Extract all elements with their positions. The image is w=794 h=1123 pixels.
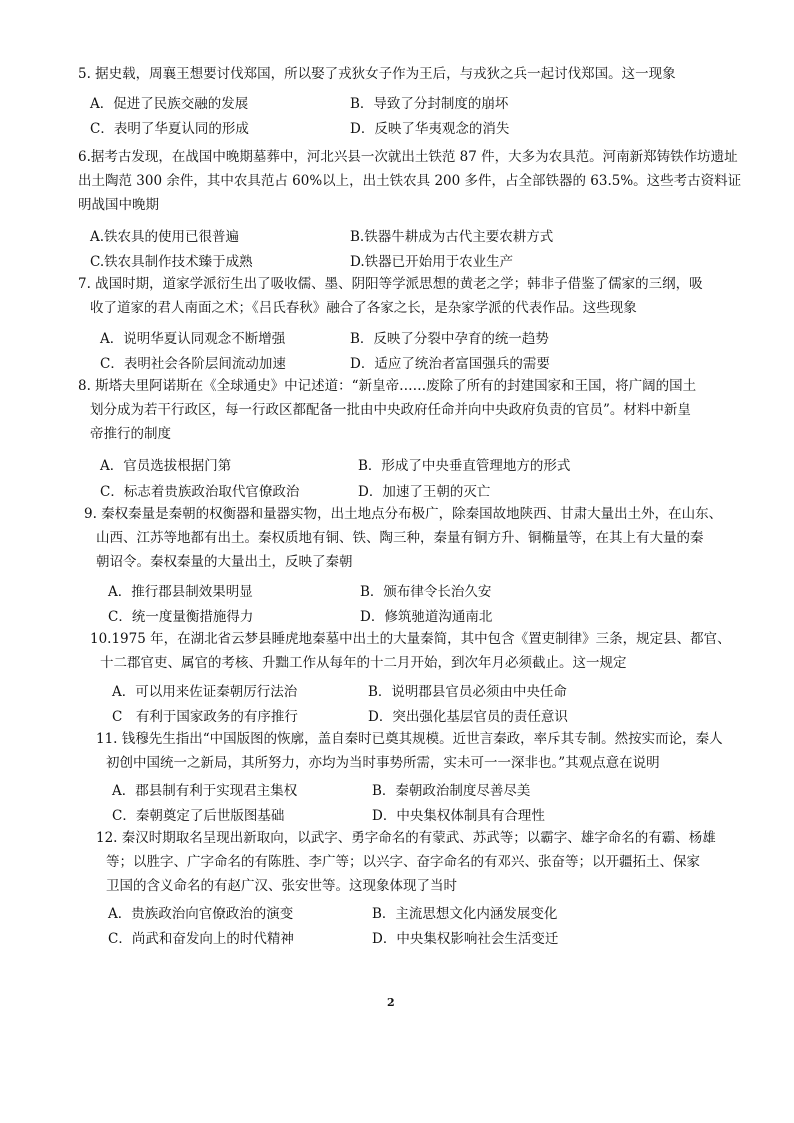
question-stem: 划分成为若干行政区，每一行政区都配备一批由中央政府任命并向中央政府负责的官员”。材料中新皇 bbox=[90, 402, 691, 418]
question-stem: 7. 战国时期，道家学派衍生出了吸收儒、墨、阴阳等学派思想的黄老之学；韩非子借鉴了儒家的三纲，吸 bbox=[78, 276, 703, 292]
page-number: 2 bbox=[387, 996, 395, 1009]
question-stem: 明战国中晚期 bbox=[78, 197, 159, 213]
question-8 bbox=[78, 374, 696, 446]
question-stem: 朝诏令。秦权秦量的大量出土，反映了秦朝 bbox=[96, 554, 353, 570]
option-b: B．秦朝政治制度尽善尽美 bbox=[372, 783, 531, 799]
option-a: A．可以用来佐证秦朝厉行法治 bbox=[112, 684, 298, 700]
question-stem: 等；以胜字、广字命名的有陈胜、李广等；以兴字、奋字命名的有邓兴、张奋等；以开疆拓土、保家 bbox=[106, 854, 700, 870]
option-c: C．标志着贵族政治取代官僚政治 bbox=[100, 484, 300, 500]
question-stem: 收了道家的君人南面之术；《吕氏春秋》融合了各家之长，是杂家学派的代表作品。这些现象 bbox=[90, 300, 637, 316]
option-a: A．说明华夏认同观念不断增强 bbox=[100, 331, 286, 347]
option-b: B．反映了分裂中孕育的统一趋势 bbox=[350, 331, 549, 347]
option-c: C．尚武和奋发向上的时代精神 bbox=[108, 931, 294, 947]
question-6 bbox=[78, 145, 741, 217]
option-d: D．中央集权影响社会生活变迁 bbox=[372, 931, 559, 947]
option-a: A.铁农具的使用已很普遍 bbox=[90, 229, 240, 245]
option-d: D．适应了统治者富国强兵的需要 bbox=[350, 356, 550, 372]
option-d: D．反映了华夷观念的消失 bbox=[350, 121, 510, 137]
option-a: A．官员选拔根据门第 bbox=[100, 458, 232, 474]
option-b: B．形成了中央垂直管理地方的形式 bbox=[358, 458, 571, 474]
option-b: B．颁布律令长治久安 bbox=[360, 584, 492, 600]
question-7 bbox=[78, 272, 703, 320]
question-stem: 5. 据史载，周襄王想要讨伐郑国，所以娶了戎狄女子作为王后，与戎狄之兵一起讨伐郑国。这一现象 bbox=[78, 66, 676, 82]
option-a: A．推行郡县制效果明显 bbox=[108, 584, 253, 600]
question-11 bbox=[96, 727, 723, 775]
option-d: D.铁器已开始用于农业生产 bbox=[350, 254, 514, 270]
question-9 bbox=[84, 502, 722, 574]
option-c: C．表明社会各阶层间流动加速 bbox=[100, 356, 286, 372]
question-stem: 11. 钱穆先生指出“中国版图的恢廓，盖自秦时已奠其规模。近世言秦政，率斥其专制。然按实而论，秦人 bbox=[96, 731, 723, 747]
option-d: D．修筑驰道沟通南北 bbox=[360, 609, 493, 625]
question-12 bbox=[96, 826, 716, 898]
question-10 bbox=[90, 627, 731, 675]
question-stem: 出土陶范 300 余件，其中农具范占 60%以上，出土铁农具 200 多件，占全部铁器的 63.5%。这些考古资料证 bbox=[78, 173, 742, 189]
option-d: D．突出强化基层官员的责任意识 bbox=[368, 709, 568, 725]
question-stem: 6.据考古发现，在战国中晚期墓葬中，河北兴县一次就出土铁范 87 件，大多为农具范。河南新郑铸铁作坊遗址 bbox=[78, 149, 738, 165]
question-stem: 帝推行的制度 bbox=[90, 426, 171, 442]
option-c: C．表明了华夏认同的形成 bbox=[90, 121, 249, 137]
option-c: C．秦朝奠定了后世版图基础 bbox=[112, 808, 285, 824]
question-stem: 十二郡官吏、属官的考核、升黜工作从每年的十二月开始，到次年月必须截止。这一规定 bbox=[100, 655, 627, 671]
option-a: A．贵族政治向官僚政治的演变 bbox=[108, 906, 294, 922]
question-stem: 12. 秦汉时期取名呈现出新取向，以武字、勇字命名的有蒙武、苏武等；以霸字、雄字命名的有霸、杨雄 bbox=[96, 830, 716, 846]
option-b: B．导致了分封制度的崩坏 bbox=[350, 96, 509, 112]
option-d: D．加速了王朝的灭亡 bbox=[358, 484, 491, 500]
option-b: B.铁器牛耕成为古代主要农耕方式 bbox=[350, 229, 554, 245]
option-c: C.铁农具制作技术臻于成熟 bbox=[90, 254, 253, 270]
question-stem: 9. 秦权秦量是秦朝的权衡器和量器实物，出土地点分布极广，除秦国故地陕西、甘肃大量出土外，在山东、 bbox=[84, 506, 723, 522]
question-stem: 卫国的含义命名的有赵广汉、张安世等。这现象体现了当时 bbox=[106, 878, 457, 894]
option-d: D．中央集权体制具有合理性 bbox=[372, 808, 545, 824]
question-stem: 10.1975 年，在湖北省云梦县睡虎地秦墓中出土的大量秦简，其中包含《置吏制律》三条，规定县、都官、 bbox=[90, 631, 731, 647]
question-5 bbox=[78, 62, 676, 86]
question-stem: 初创中国统一之新局，其所努力，亦均为当时事势所需，实未可一一深非也。”其观点意在说明 bbox=[106, 755, 660, 771]
question-stem: 8. 斯塔夫里阿诺斯在《全球通史》中记述道：“新皇帝……废除了所有的封建国家和王国，将广阔的国土 bbox=[78, 378, 697, 394]
option-c: C 有利于国家政务的有序推行 bbox=[112, 709, 298, 725]
option-b: B．主流思想文化内涵发展变化 bbox=[372, 906, 558, 922]
question-stem: 山西、江苏等地都有出土。秦权质地有铜、铁、陶三种，秦量有铜方升、铜椭量等，在其上有大量的秦 bbox=[96, 530, 704, 546]
option-a: A．郡县制有利于实现君主集权 bbox=[112, 783, 298, 799]
option-a: A．促进了民族交融的发展 bbox=[90, 96, 249, 112]
option-b: B．说明郡县官员必须由中央任命 bbox=[368, 684, 567, 700]
option-c: C．统一度量衡措施得力 bbox=[108, 609, 254, 625]
